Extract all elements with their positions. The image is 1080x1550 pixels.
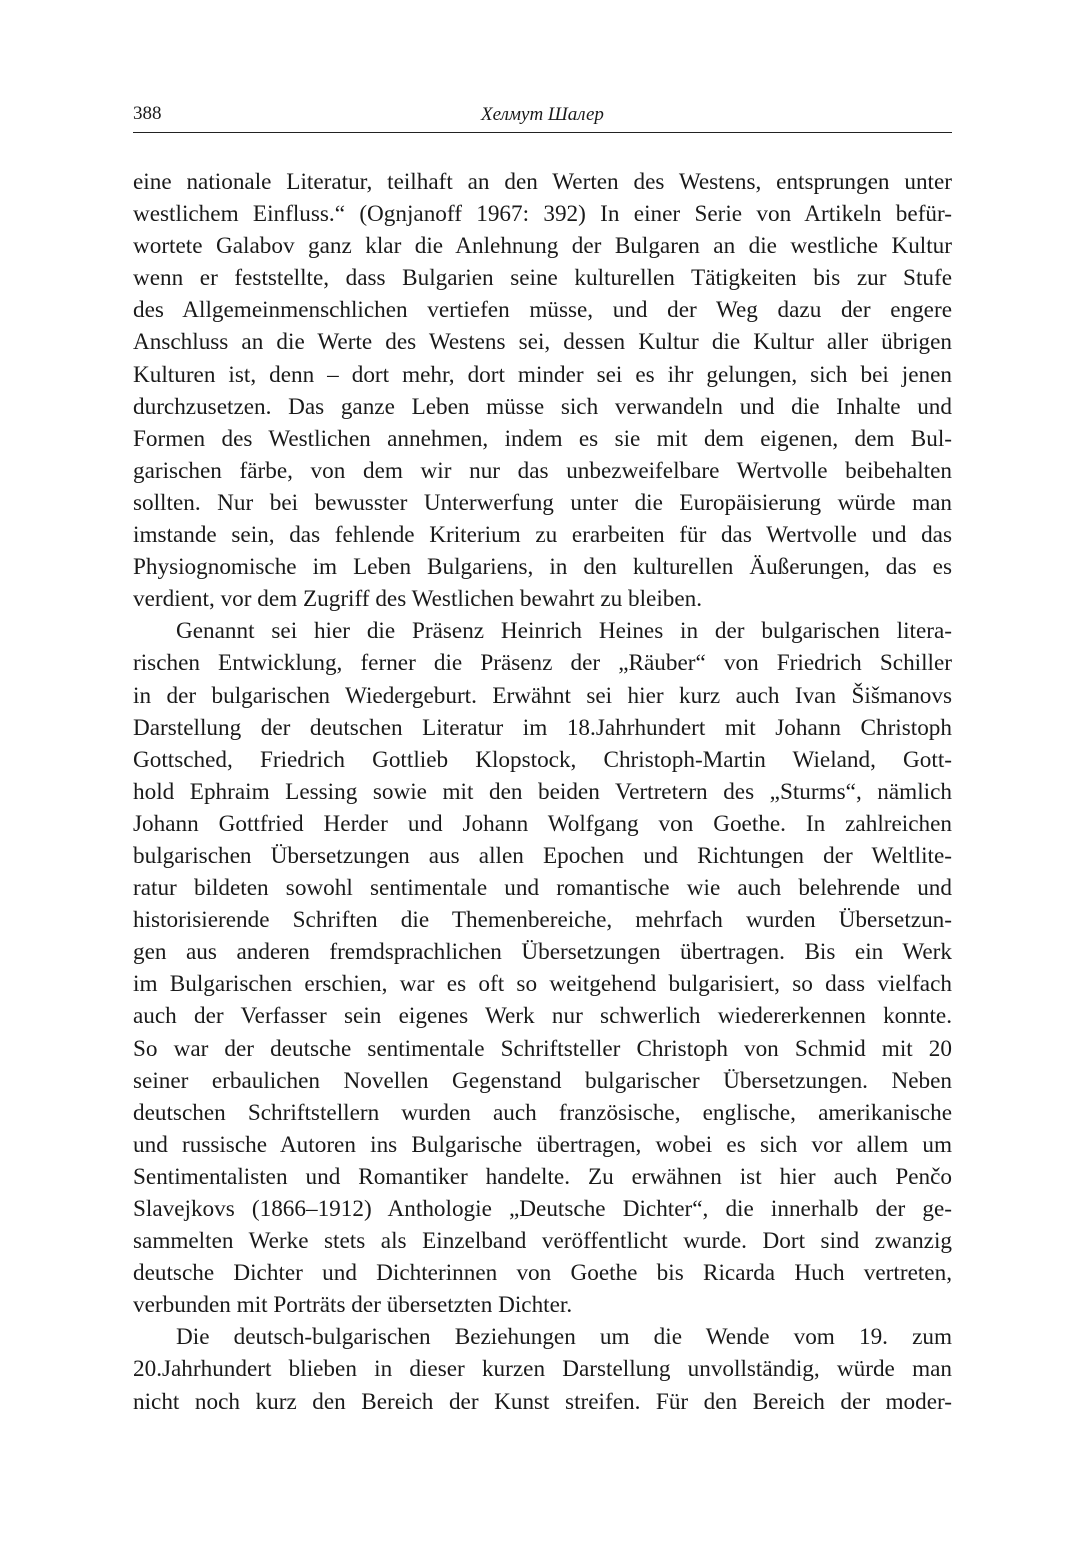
text-line: hold Ephraim Lessing sowie mit den beiden Vertretern des „Sturms“, nämlich: [133, 778, 952, 805]
text-line: Darstellung der deutschen Literatur im 18.Jahrhundert mit Johann Christoph: [133, 714, 952, 741]
body-text: [133, 166, 952, 1418]
paragraph: [133, 615, 952, 1321]
text-line: historisierende Schriften die Themenbereiche, mehrfach wurden Übersetzun-: [133, 907, 952, 934]
text-line: Genannt sei hier die Präsenz Heinrich Heines in der bulgarischen litera-: [176, 618, 952, 645]
text-line: Sentimentalisten und Romantiker handelte. Zu erwähnen ist hier auch Penčo: [133, 1163, 952, 1190]
text-line: Formen des Westlichen annehmen, indem es sie mit dem eigenen, dem Bul-: [133, 425, 952, 452]
text-line: in der bulgarischen Wiedergeburt. Erwähnt sei hier kurz auch Ivan Šišmanovs: [133, 682, 952, 709]
running-title: Хелмут Шалер: [481, 104, 604, 125]
text-line: 20.Jahrhundert blieben in dieser kurzen Darstellung unvollständig, würde man: [133, 1356, 952, 1383]
text-line: Die deutsch-bulgarischen Beziehungen um die Wende vom 19. zum: [176, 1324, 952, 1351]
text-line: rischen Entwicklung, ferner die Präsenz der „Räuber“ von Friedrich Schiller: [133, 650, 952, 677]
text-line: ratur bildeten sowohl sentimentale und romantische wie auch belehrende und: [133, 875, 952, 902]
text-line: gen aus anderen fremdsprachlichen Übersetzungen übertragen. Bis ein Werk: [133, 939, 952, 966]
text-line: bulgarischen Übersetzungen aus allen Epochen und Richtungen der Weltlite-: [133, 842, 952, 869]
text-line: Physiognomische im Leben Bulgariens, in den kulturellen Äußerungen, das es: [133, 554, 952, 581]
text-line: imstande sein, das fehlende Kriterium zu erarbeiten für das Wertvolle und das: [133, 522, 952, 549]
text-line: wenn er feststellte, dass Bulgarien seine kulturellen Tätigkeiten bis zur Stufe: [133, 265, 952, 292]
page-header: [133, 100, 952, 133]
text-line: sammelten Werke stets als Einzelband veröffentlicht wurde. Dort sind zwanzig: [133, 1228, 952, 1255]
text-line: Anschluss an die Werte des Westens sei, dessen Kultur die Kultur aller übrigen: [133, 329, 952, 356]
text-line: und russische Autoren ins Bulgarische übertragen, wobei es sich vor allem um: [133, 1131, 952, 1158]
text-line: Slavejkovs (1866–1912) Anthologie „Deutsche Dichter“, die innerhalb der ge-: [133, 1196, 952, 1222]
text-line: auch der Verfasser sein eigenes Werk nur schwerlich wiedererkennen konnte.: [133, 1003, 952, 1030]
text-line: im Bulgarischen erschien, war es oft so weitgehend bulgarisiert, so dass vielfach: [133, 971, 952, 998]
text-line: des Allgemeinmenschlichen vertiefen müsse, und der Weg dazu der engere: [133, 297, 952, 324]
text-line: westlichem Einfluss.“ (Ognjanoff 1967: 392) In einer Serie von Artikeln befür-: [133, 201, 952, 228]
paragraph: [133, 1321, 952, 1417]
text-line: sollten. Nur bei bewusster Unterwerfung unter die Europäisierung würde man: [133, 489, 952, 516]
text-line: So war der deutsche sentimentale Schriftsteller Christoph von Schmid mit 20: [133, 1035, 952, 1062]
text-line: durchzusetzen. Das ganze Leben müsse sich verwandeln und die Inhalte und: [133, 393, 952, 420]
text-line: deutsche Dichter und Dichterinnen von Goethe bis Ricarda Huch vertreten,: [133, 1260, 952, 1287]
page-number: 388: [133, 103, 162, 124]
paragraph: [133, 166, 952, 615]
text-line: eine nationale Literatur, teilhaft an den Werten des Westens, entsprungen unter: [133, 169, 952, 195]
text-line: Gottsched, Friedrich Gottlieb Klopstock, Christoph-Martin Wieland, Gott-: [133, 746, 952, 773]
text-line: deutschen Schriftstellern wurden auch französische, englische, amerikanische: [133, 1099, 952, 1126]
text-line: seiner erbaulichen Novellen Gegenstand bulgarischer Übersetzungen. Neben: [133, 1067, 952, 1094]
text-line: Johann Gottfried Herder und Johann Wolfgang von Goethe. In zahlreichen: [133, 810, 952, 837]
text-line: garischen färbe, von dem wir nur das unbezweifelbare Wertvolle beibehalten: [133, 457, 952, 484]
text-line: Kulturen ist, denn – dort mehr, dort minder sei es ihr gelungen, sich bei jenen: [133, 361, 952, 388]
text-line: verdient, vor dem Zugriff des Westlichen bewahrt zu bleiben.: [133, 586, 703, 613]
text-line: wortete Galabov ganz klar die Anlehnung der Bulgaren an die westliche Kultur: [133, 233, 952, 260]
text-line: verbunden mit Porträts der übersetzten Dichter.: [133, 1292, 573, 1319]
text-line: nicht noch kurz den Bereich der Kunst streifen. Für den Bereich der moder-: [133, 1388, 952, 1415]
